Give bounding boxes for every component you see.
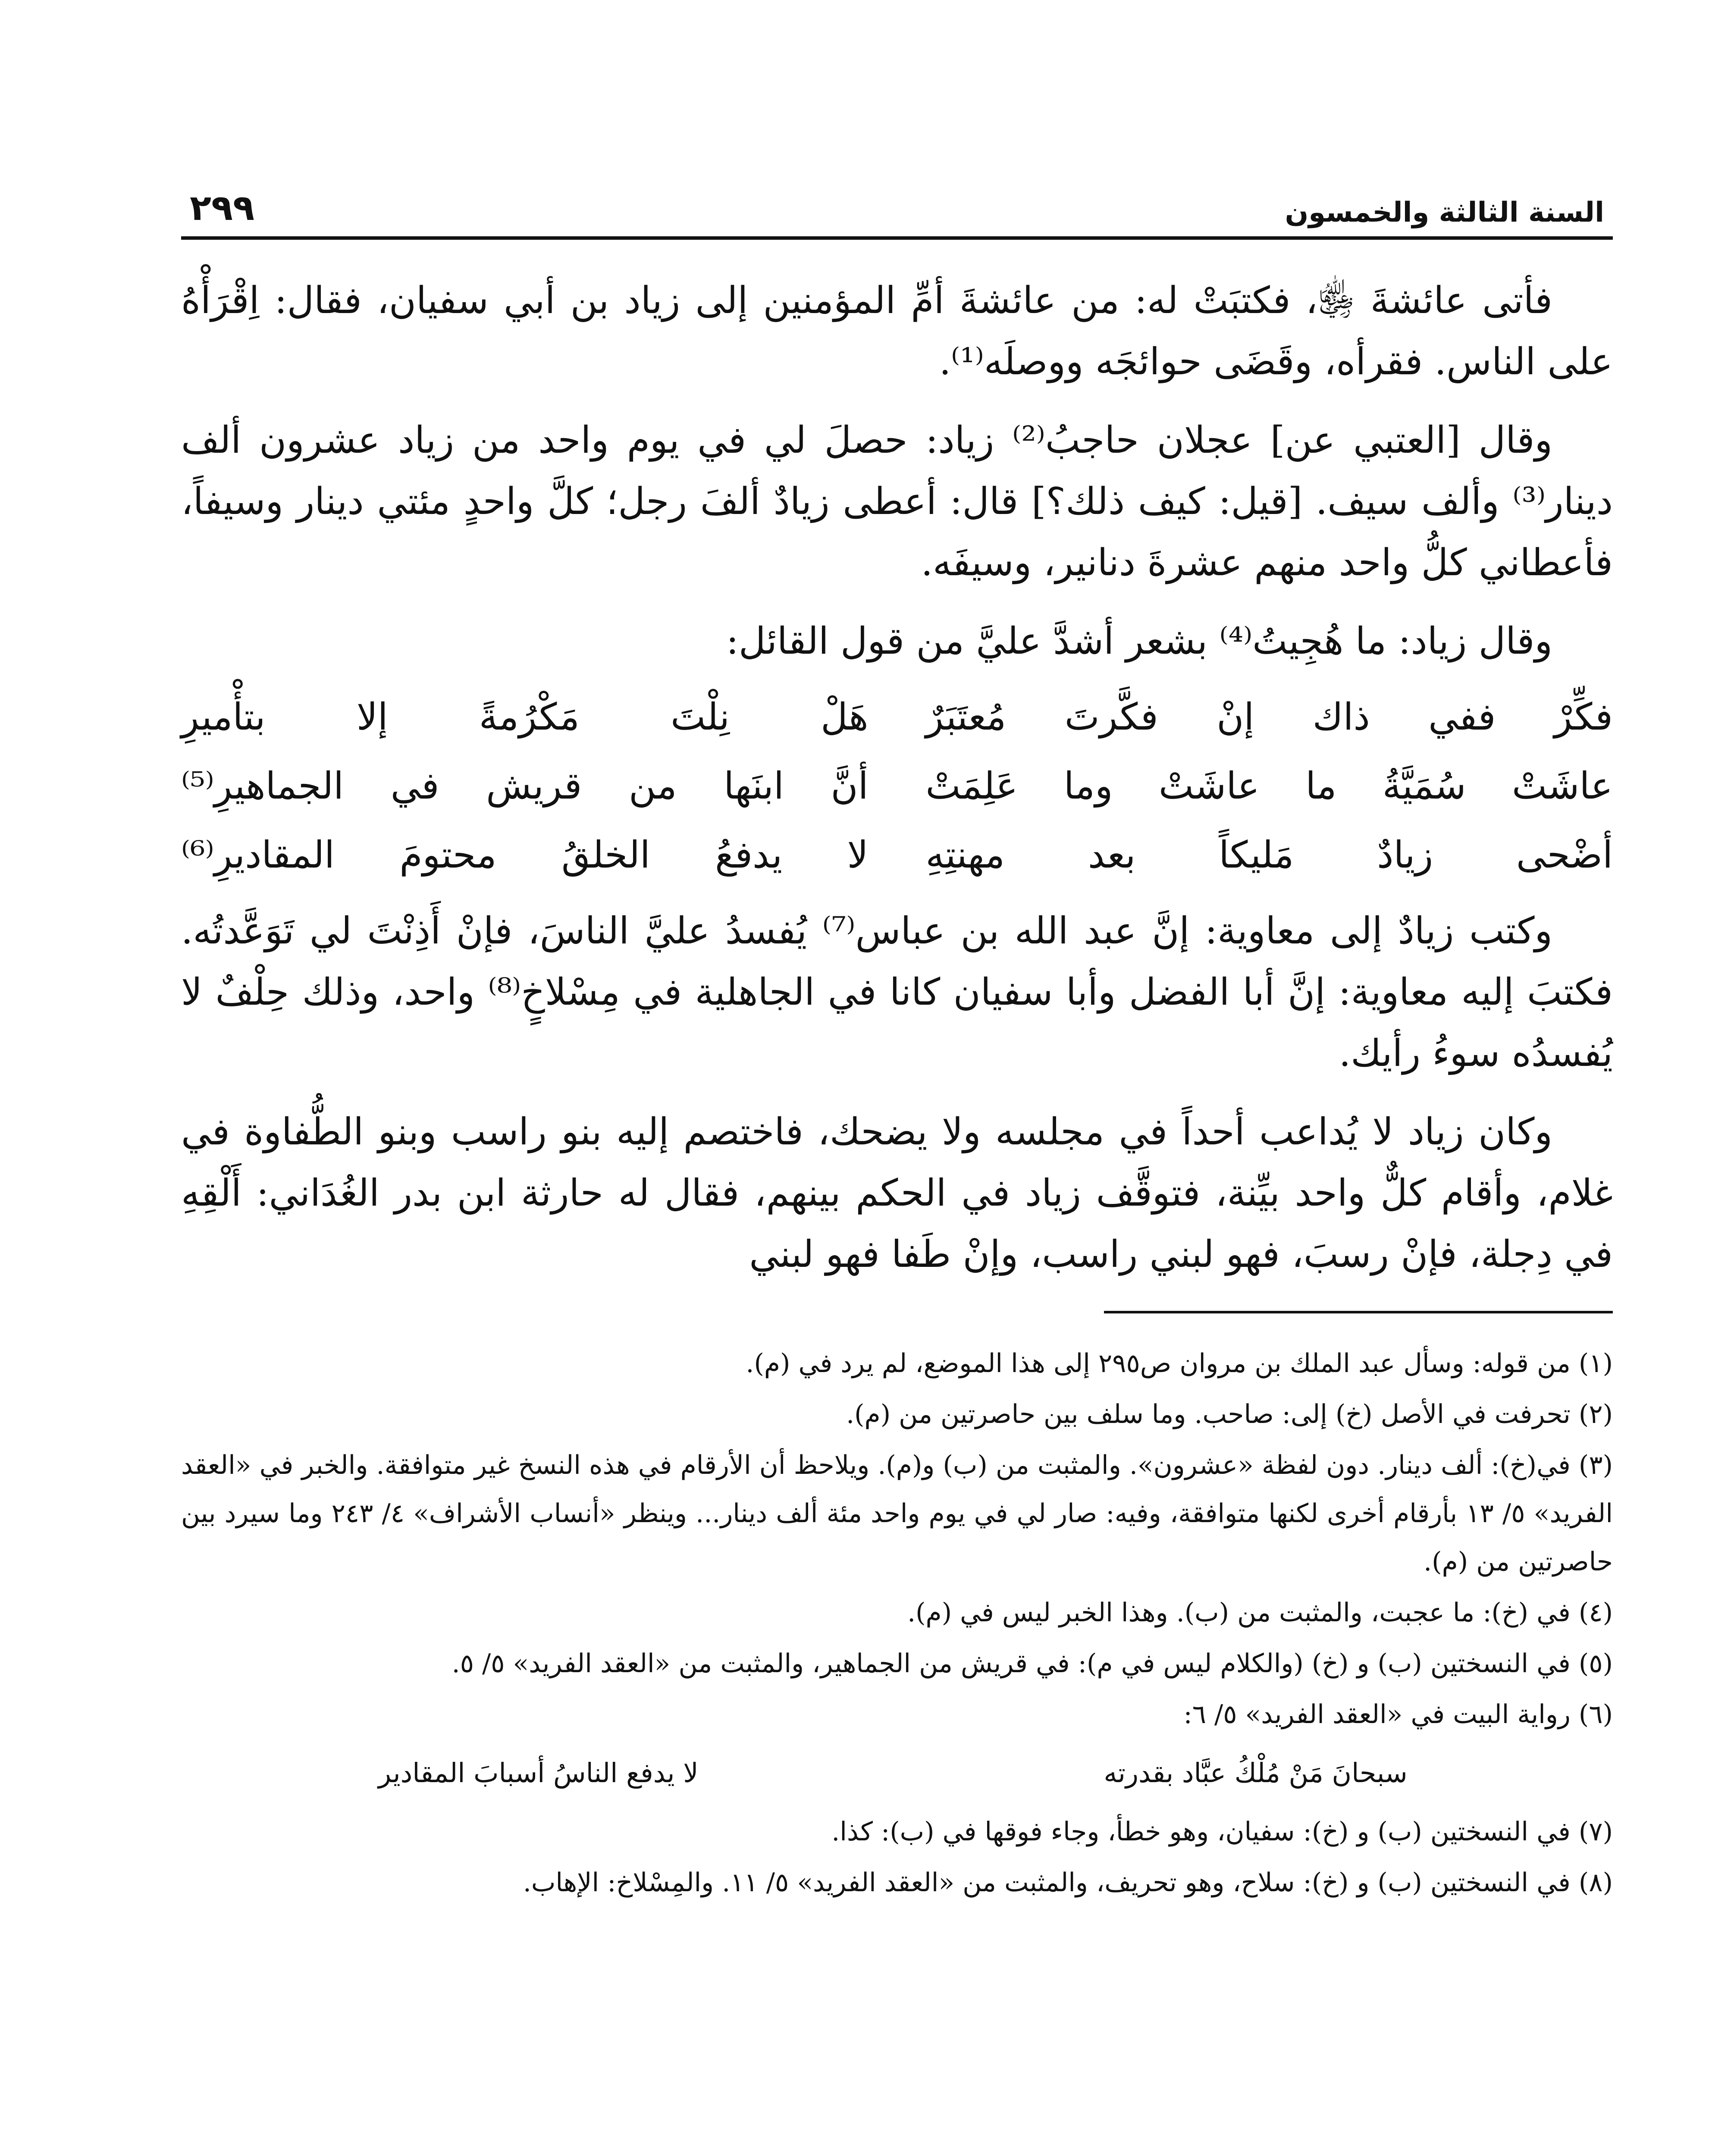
- verse-1-second-hemistich: هَلْ نِلْتَ مَكْرُمةً إلا بتأْميرِ: [181, 696, 869, 739]
- verse-2-first-hemistich: عاشَتْ سُمَيَّةُ ما عاشَتْ وما عَلِمَتْ: [925, 765, 1613, 808]
- paragraph-4: وكتب زيادٌ إلى معاوية: إنَّ عبد الله بن عباس⁽⁷⁾ يُفسدُ عليَّ الناسَ، فإنْ أَذِنْتَ لي تَوَعَّدتُه. فكتبَ إليه معاوية: إنَّ أبا الفضل وأبا سفيان كانا في الجاهلية في مِسْلاخٍ⁽⁸⁾ واحد، وذلك حِلْفٌ لا يُفسدُه سوءُ رأيك.: [181, 909, 1613, 1075]
- footnote-6-verse-first: سبحانَ مَنْ مُلْكُ عبَّاد بقدرته: [1104, 1757, 1408, 1789]
- running-title: السنة الثالثة والخمسون: [1285, 197, 1604, 229]
- footnote-5: (٥) في النسختين (ب) و (خ) (والكلام ليس في م): في قريش من الجماهير، والمثبت من «العقد الفريد» ٥/ ٥.: [452, 1648, 1613, 1679]
- footnote-7: (٧) في النسختين (ب) و (خ): سفيان، وهو خطأ، وجاء فوقها في (ب): كذا.: [831, 1817, 1613, 1847]
- footnote-divider: [1104, 1311, 1613, 1313]
- verse-2-second-hemistich: أنَّ ابنَها من قريش في الجماهيرِ⁽⁵⁾: [181, 765, 869, 808]
- verse-2: [181, 752, 1613, 821]
- paragraph-3: وقال زياد: ما هُجِيتُ⁽⁴⁾ بشعر أشدَّ عليَّ من قول القائل:: [726, 620, 1552, 663]
- footnote-6-verse: [233, 1747, 1561, 1799]
- footnote-4: (٤) في (خ): ما عجبت، والمثبت من (ب). وهذا الخبر ليس في (م).: [907, 1598, 1613, 1628]
- footnotes: [181, 1339, 1613, 1907]
- paragraph-1: فأتى عائشةَ ﵂، فكتبَتْ له: من عائشةَ أمِّ المؤمنين إلى زياد بن أبي سفيان، فقال: اِقْرَأْهُ على الناس. فقرأه، وقَضَى حوائجَه ووصلَه⁽¹⁾.: [181, 279, 1613, 383]
- page-number: ٢٩٩: [190, 188, 255, 229]
- footnote-3: (٣) في(خ): ألف دينار. دون لفظة «عشرون». والمثبت من (ب) و(م). ويلاحظ أن الأرقام في هذه النسخ غير متوافقة. والخبر في «العقد الفريد» ٥/ ١٣ بأرقام أخرى لكنها متوافقة، وفيه: صار لي في يوم واحد مئة ألف دينار... وينظر «أنساب الأشراف» ٤/ ٢٤٣ وما سيرد بين حاصرتين من (م).: [181, 1450, 1613, 1577]
- main-text: [181, 270, 1613, 1285]
- verse-3: [181, 821, 1613, 890]
- verse-3-first-hemistich: أضْحى زيادٌ مَليكاً بعد مهنتِهِ: [925, 834, 1613, 877]
- page-header: [181, 164, 1613, 240]
- paragraph-2: وقال [العتبي عن] عجلان حاجبُ⁽²⁾ زياد: حصلَ لي في يوم واحد من زياد عشرون ألف دينار⁽³⁾ وألف سيف. [قيل: كيف ذلك؟] قال: أعطى زيادٌ ألفَ رجل؛ كلَّ واحدٍ مئتي دينار وسيفاً، فأعطاني كلُّ واحد منهم عشرةَ دنانير، وسيفَه.: [181, 419, 1613, 584]
- paragraph-5: وكان زياد لا يُداعب أحداً في مجلسه ولا يضحك، فاختصم إليه بنو راسب وبنو الطُّفاوة في غلام، وأقام كلٌّ واحد بيِّنة، فتوقَّف زياد في الحكم بينهم، فقال له حارثة ابن بدر الغُدَاني: أَلْقِهِ في دِجلة، فإنْ رسبَ، فهو لبني راسب، وإنْ طَفا فهو لبني: [181, 1110, 1613, 1276]
- verse-1: [181, 683, 1613, 752]
- footnote-2: (٢) تحرفت في الأصل (خ) إلى: صاحب. وما سلف بين حاصرتين من (م).: [846, 1399, 1613, 1429]
- book-page: [181, 164, 1613, 1909]
- footnote-1: (١) من قوله: وسأل عبد الملك بن مروان ص٢٩٥ إلى هذا الموضع، لم يرد في (م).: [746, 1348, 1613, 1379]
- footnote-6: (٦) رواية البيت في «العقد الفريد» ٥/ ٦:: [1183, 1699, 1613, 1730]
- poem: [181, 683, 1613, 890]
- verse-1-first-hemistich: فكِّرْ ففي ذاك إنْ فكَّرتَ مُعتَبَرٌ: [925, 696, 1613, 739]
- verse-3-second-hemistich: لا يدفعُ الخلقُ محتومَ المقاديرِ⁽⁶⁾: [181, 834, 869, 877]
- footnote-6-verse-second: لا يدفع الناسُ أسبابَ المقادير: [378, 1757, 699, 1789]
- footnote-8: (٨) في النسختين (ب) و (خ): سلاح، وهو تحريف، والمثبت من «العقد الفريد» ٥/ ١١. والمِسْلاخ: الإهاب.: [523, 1868, 1613, 1898]
